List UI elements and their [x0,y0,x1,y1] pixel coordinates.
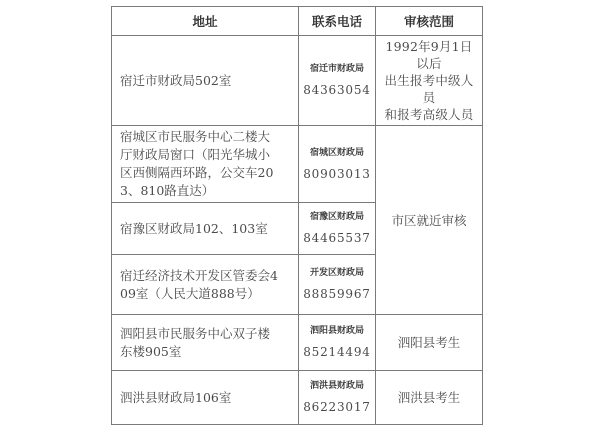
address-cell [112,371,299,425]
scope-cell-sihong: 泗洪县考生 [376,371,483,425]
phone-cell [299,203,376,255]
phone-cell [299,371,376,425]
address-cell [112,126,299,203]
header-phone: 联系电话 [299,7,376,36]
address-line: 泗洪县财政局106室 [120,389,232,405]
phone-cell [299,126,376,203]
phone-number: 84363054 [303,83,371,97]
address-line: 宿迁经济技术开发区管委会4 [120,267,278,283]
scope-cell [376,36,483,126]
address-cell [112,36,299,126]
header-scope: 审核范围 [376,7,483,36]
address-line: 3、810路直达） [120,183,215,198]
scope-cell-city: 市区就近审核 [376,126,483,315]
table-wrapper [111,6,483,425]
address-line: 宿城区市民服务中心二楼大 [120,129,271,144]
address-cell [112,315,299,371]
review-location-table [111,6,483,425]
phone-number: 85214494 [303,345,371,359]
phone-org: 宿城区财政局 [309,147,364,158]
header-address: 地址 [112,7,299,36]
scope-line: 出生报考中级人员 [384,73,474,105]
phone-number: 88859967 [303,287,371,301]
phone-org: 泗阳县财政局 [309,326,364,336]
address-line: 区西侧隔西环路，公交车20 [120,165,274,180]
header-row [112,7,483,36]
address-cell [112,255,299,315]
phone-number: 84465537 [303,231,371,245]
phone-org: 宿豫区财政局 [309,212,364,222]
phone-number: 80903013 [303,166,371,181]
address-line: 泗阳县市民服务中心双子楼 [120,325,271,341]
address-cell [112,203,299,255]
address-line: 宿迁市财政局502室 [120,72,232,88]
phone-cell [299,315,376,371]
address-line: 09室（人民大道888号） [120,285,260,301]
scope-line: 和报考高级人员 [384,107,474,122]
scope-cell-siyang: 泗阳县考生 [376,315,483,371]
table-row [112,315,483,371]
address-line: 厅财政局窗口（阳光华城小 [120,147,271,162]
phone-org: 开发区财政局 [309,268,364,278]
address-line: 宿豫区财政局102、103室 [120,220,268,236]
phone-org: 宿迁市财政局 [309,64,364,74]
phone-number: 86223017 [303,400,371,414]
address-line: 东楼905室 [120,343,182,359]
phone-org: 泗洪县财政局 [309,381,364,391]
table-row [112,371,483,425]
table-row [112,36,483,126]
phone-cell [299,36,376,126]
scope-line: 1992年9月1日以后 [385,39,473,71]
table-row [112,126,483,203]
phone-cell [299,255,376,315]
